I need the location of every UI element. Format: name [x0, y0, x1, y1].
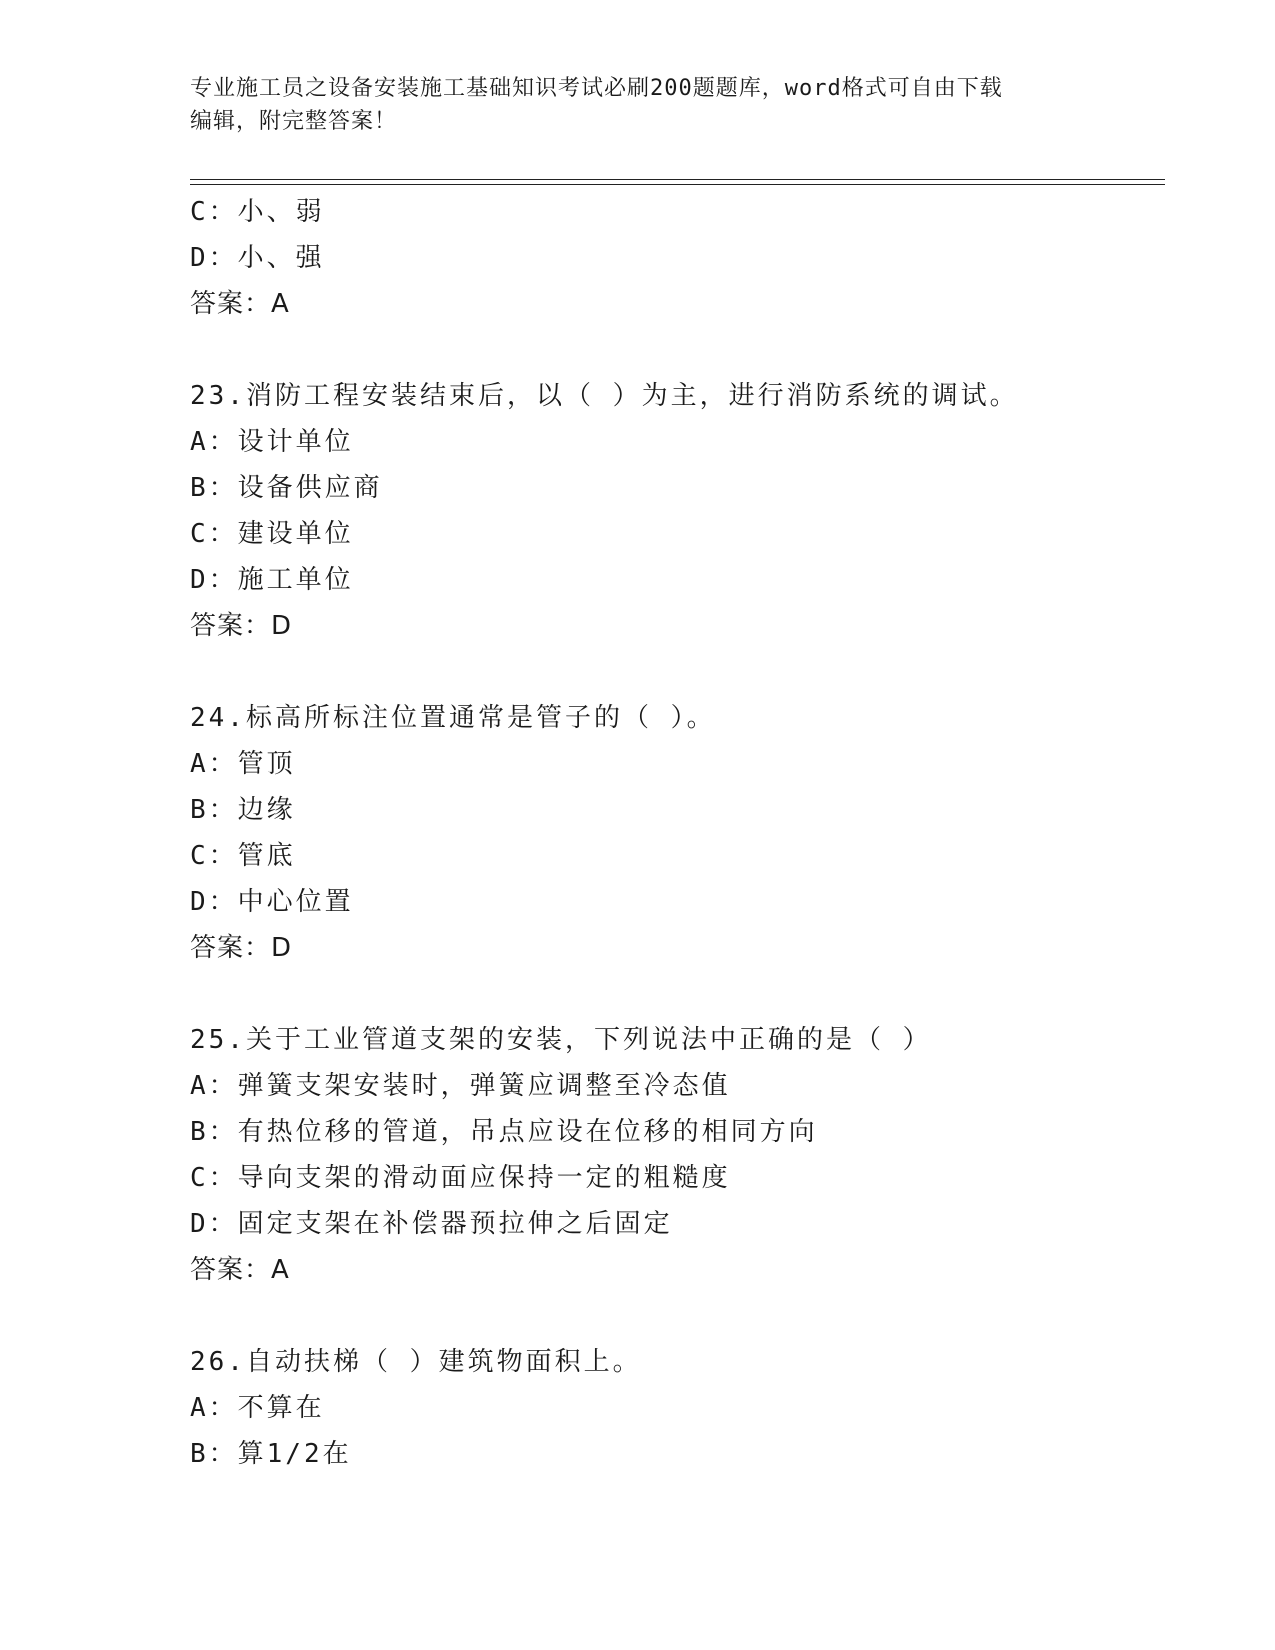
option-c: C：管底 [190, 841, 296, 871]
header-divider-top [190, 179, 1165, 180]
answer-line: 答案：D [190, 611, 293, 641]
answer-line: 答案：A [190, 1255, 290, 1285]
option-d: D：小、强 [190, 243, 325, 273]
question-stem: 24.标高所标注位置通常是管子的（ ）。 [190, 703, 716, 733]
question-stem: 26.自动扶梯（ ）建筑物面积上。 [190, 1347, 642, 1377]
answer-line: 答案：A [190, 289, 290, 319]
option-d: D：中心位置 [190, 887, 354, 917]
option-b: B：边缘 [190, 795, 296, 825]
question-stem: 25.关于工业管道支架的安装，下列说法中正确的是（ ） [190, 1025, 932, 1055]
option-d: D：固定支架在补偿器预拉伸之后固定 [190, 1209, 673, 1239]
option-c: C：建设单位 [190, 519, 354, 549]
question-24 [190, 695, 1170, 971]
question-stem: 23.消防工程安装结束后，以（ ）为主，进行消防系统的调试。 [190, 381, 1019, 411]
option-a: A：弹簧支架安装时，弹簧应调整至冷态值 [190, 1071, 731, 1101]
option-a: A：管顶 [190, 749, 296, 779]
option-c: C：导向支架的滑动面应保持一定的粗糙度 [190, 1163, 731, 1193]
question-22-continued [190, 189, 1170, 327]
header-title-line-2: 编辑，附完整答案！ [190, 109, 398, 134]
question-25 [190, 1017, 1170, 1293]
option-a: A：不算在 [190, 1393, 325, 1423]
option-c: C：小、弱 [190, 197, 325, 227]
document-header [190, 72, 1090, 138]
answer-line: 答案：D [190, 933, 293, 963]
header-title-line-1: 专业施工员之设备安装施工基础知识考试必刷200题题库，word格式可自由下载 [190, 76, 1003, 101]
option-b: B：设备供应商 [190, 473, 383, 503]
question-23 [190, 373, 1170, 649]
question-list [190, 189, 1170, 1477]
option-d: D：施工单位 [190, 565, 354, 595]
option-b: B：有热位移的管道，吊点应设在位移的相同方向 [190, 1117, 818, 1147]
option-b: B：算1/2在 [190, 1439, 352, 1469]
header-divider-bottom [190, 184, 1165, 185]
option-a: A：设计单位 [190, 427, 354, 457]
question-26 [190, 1339, 1170, 1477]
